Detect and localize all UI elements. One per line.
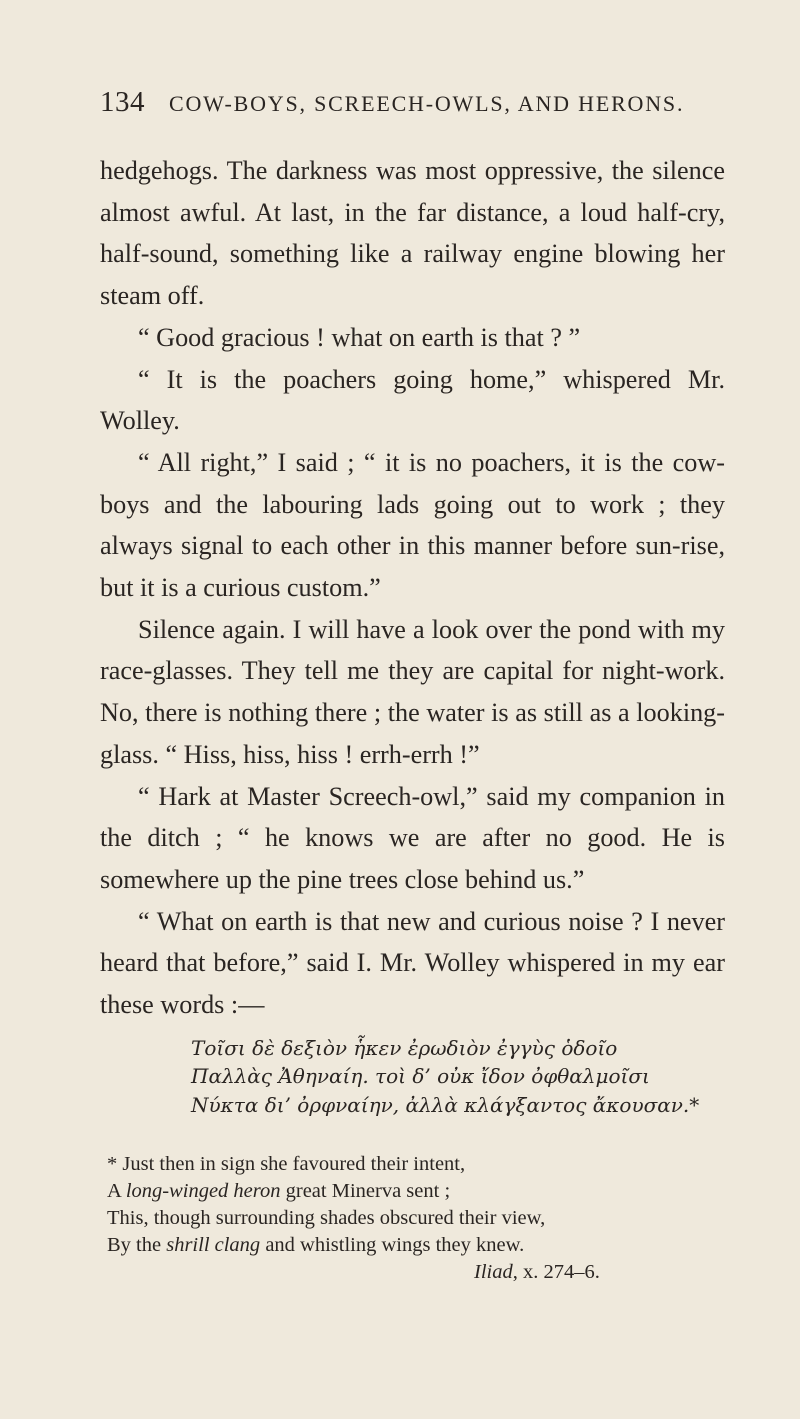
greek-verse-line: Νύκτα δι’ ὀρφναίην, ἀλλὰ κλάγξαντος ἄκουσαν.* xyxy=(191,1092,700,1117)
footnote-line xyxy=(107,1178,725,1205)
paragraph: hedgehogs. The darkness was most oppressive, the silence almost awful. At last, in the far distance, a loud half-cry, half-sound, something like a railway engine blowing her steam off. xyxy=(100,156,725,311)
paragraph: “ Hark at Master Screech-owl,” said my companion in the ditch ; “ he knows we are after no good. He is somewhere up the pine trees close behind us.” xyxy=(100,781,725,894)
body-text xyxy=(100,150,725,1026)
footnote-emphasis: shrill clang xyxy=(166,1234,261,1257)
book-page xyxy=(100,86,725,1286)
footnote-line: * Just then in sign she favoured their intent, xyxy=(107,1153,466,1176)
greek-verse-line: Τοῖσι δὲ δεξιὸν ἧκεν ἐρωδιὸν ἐγγὺς ὁδοῖο xyxy=(191,1035,618,1060)
paragraph: “ All right,” I said ; “ it is no poachers, it is the cow-boys and the labouring lads going out to work ; they always signal to each other in this manner before sun-rise, but it is a curious custom.” xyxy=(100,447,725,603)
footnote-text: and whistling wings they knew. xyxy=(260,1234,525,1257)
footnote-line: This, though surrounding shades obscured their view, xyxy=(107,1207,546,1230)
footnote-line xyxy=(107,1232,725,1259)
citation-title: Iliad xyxy=(474,1261,513,1284)
footnote-text: A xyxy=(107,1180,126,1203)
greek-verse-line: Παλλὰς Ἀθηναίη. τοὶ δ’ οὐκ ἴδον ὀφθαλμοῖσι xyxy=(191,1064,650,1089)
running-head: COW-BOYS, SCREECH-OWLS, AND HERONS. xyxy=(169,91,685,116)
footnote-text: By the xyxy=(107,1234,167,1257)
paragraph: Silence again. I will have a look over the pond with my race-glasses. They tell me they are capital for night-work. No, there is nothing there ; the water is as still as a looking-glass. “ Hiss, hiss, hiss ! errh-errh !” xyxy=(100,614,725,769)
footnote xyxy=(100,1151,725,1286)
footnote-emphasis: long-winged heron xyxy=(125,1180,281,1203)
footnote-text: great Minerva sent ; xyxy=(280,1180,451,1203)
paragraph: “ Good gracious ! what on earth is that ? ” xyxy=(138,322,581,352)
page-header xyxy=(100,86,725,122)
page-number: 134 xyxy=(100,86,145,118)
paragraph: “ What on earth is that new and curious noise ? I never heard that before,” said I. Mr. Wolley whispered in my ear these words :— xyxy=(100,906,725,1020)
footnote-citation xyxy=(107,1259,725,1286)
citation-reference: , x. 274–6. xyxy=(512,1261,600,1284)
paragraph: “ It is the poachers going home,” whispered Mr. Wolley. xyxy=(100,364,725,436)
greek-verse xyxy=(100,1034,725,1120)
